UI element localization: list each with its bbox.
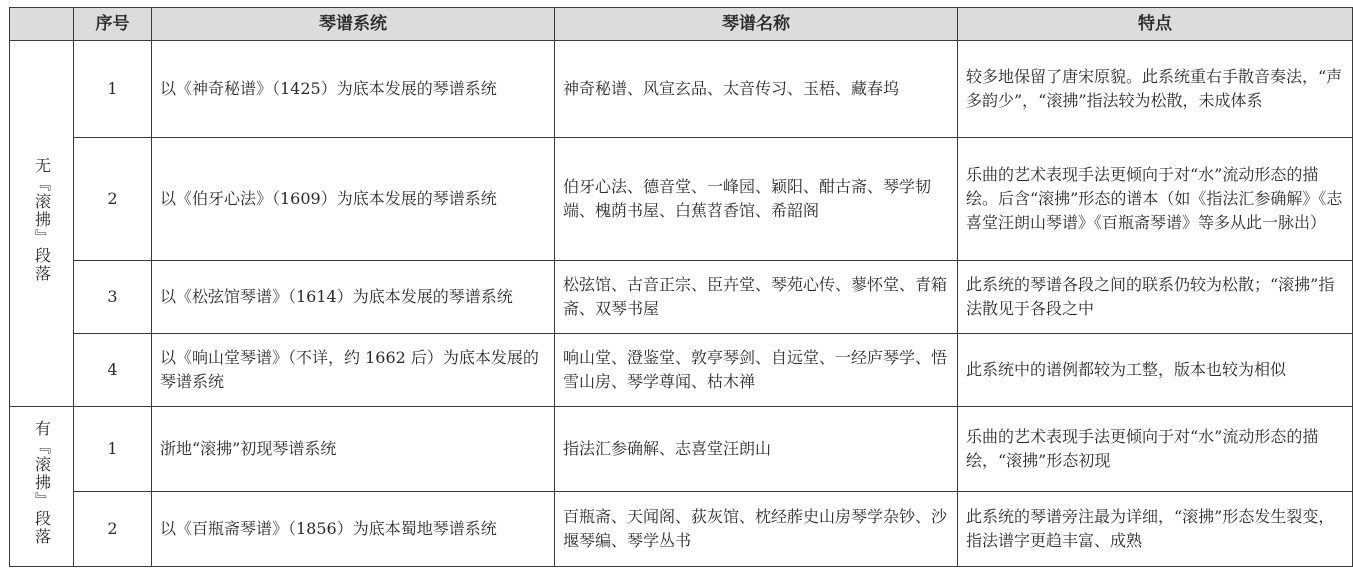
table-row: [10, 261, 1353, 334]
row-names: 伯牙心法、德音堂、一峰园、颖阳、酣古斋、琴学韧端、槐荫书屋、白蕉苕香馆、希韶阁: [555, 138, 958, 261]
row-number: 2: [74, 492, 152, 567]
row-system: 以《神奇秘谱》（1425）为底本发展的琴谱系统: [152, 41, 555, 138]
group-label-text: 无『滚拂』段落: [32, 157, 52, 283]
header-group: [10, 8, 74, 41]
group-label-without-gunfu: [10, 41, 74, 407]
table-row: [10, 492, 1353, 567]
row-features: 乐曲的艺术表现手法更倾向于对“水”流动形态的描绘。后含“滚拂”形态的谱本（如《指法汇参确解》《志喜堂汪朗山琴谱》《百瓶斋琴谱》等多从此一脉出）: [958, 138, 1353, 261]
group-label-text: 有『滚拂』段落: [32, 420, 52, 546]
header-names: 琴谱名称: [555, 8, 958, 41]
row-system: 以《响山堂琴谱》（不详，约 1662 后）为底本发展的琴谱系统: [152, 334, 555, 407]
table-row: [10, 334, 1353, 407]
table-row: [10, 41, 1353, 138]
header-number: 序号: [74, 8, 152, 41]
row-number: 1: [74, 41, 152, 138]
table-row: [10, 138, 1353, 261]
row-features: 此系统中的谱例都较为工整，版本也较为相似: [958, 334, 1353, 407]
row-system: 以《松弦馆琴谱》（1614）为底本发展的琴谱系统: [152, 261, 555, 334]
row-features: 乐曲的艺术表现手法更倾向于对“水”流动形态的描绘，“滚拂”形态初现: [958, 407, 1353, 492]
row-names: 响山堂、澄鉴堂、敦亭琴剑、自远堂、一经庐琴学、悟雪山房、琴学尊闻、枯木禅: [555, 334, 958, 407]
header-system: 琴谱系统: [152, 8, 555, 41]
header-features: 特点: [958, 8, 1353, 41]
table-row: [10, 407, 1353, 492]
group-label-with-gunfu: [10, 407, 74, 567]
row-features: 此系统的琴谱各段之间的联系仍较为松散；“滚拂”指法散见于各段之中: [958, 261, 1353, 334]
row-names: 神奇秘谱、风宣玄品、太音传习、玉梧、藏春坞: [555, 41, 958, 138]
table-header-row: [10, 8, 1353, 41]
row-number: 3: [74, 261, 152, 334]
row-names: 松弦馆、古音正宗、臣卉堂、琴苑心传、蓼怀堂、青箱斋、双琴书屋: [555, 261, 958, 334]
row-system: 以《百瓶斋琴谱》（1856）为底本蜀地琴谱系统: [152, 492, 555, 567]
row-names: 百瓶斋、天闻阁、荻灰馆、枕经葄史山房琴学杂钞、沙堰琴编、琴学丛书: [555, 492, 958, 567]
row-system: 以《伯牙心法》（1609）为底本发展的琴谱系统: [152, 138, 555, 261]
row-number: 2: [74, 138, 152, 261]
row-features: 此系统的琴谱旁注最为详细，“滚拂”形态发生裂变，指法谱字更趋丰富、成熟: [958, 492, 1353, 567]
row-features: 较多地保留了唐宋原貌。此系统重右手散音奏法，“声多韵少”，“滚拂”指法较为松散，未成体系: [958, 41, 1353, 138]
row-system: 浙地“滚拂”初现琴谱系统: [152, 407, 555, 492]
qin-score-table: [9, 7, 1353, 567]
row-names: 指法汇参确解、志喜堂汪朗山: [555, 407, 958, 492]
row-number: 1: [74, 407, 152, 492]
row-number: 4: [74, 334, 152, 407]
